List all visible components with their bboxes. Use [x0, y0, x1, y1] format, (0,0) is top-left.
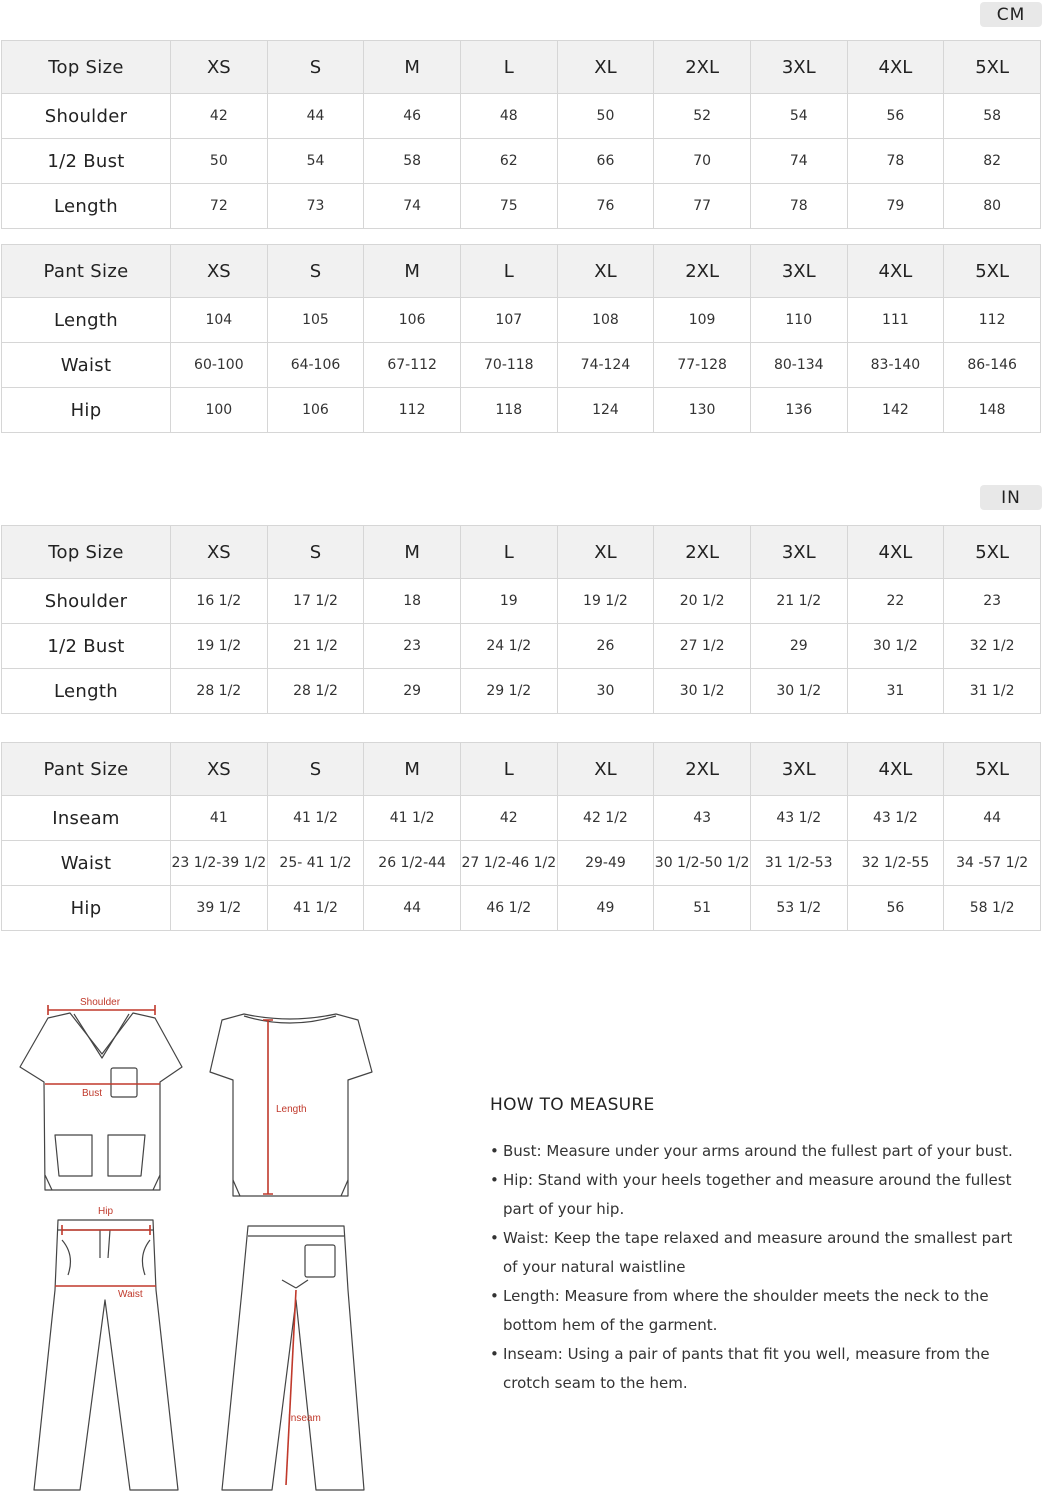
- row-label-cell: Length: [2, 669, 171, 714]
- measurement-cell: 64-106: [267, 343, 364, 388]
- row-label-cell: Length: [2, 184, 171, 229]
- measurement-cell: 107: [460, 298, 557, 343]
- size-header-cell: S: [267, 743, 364, 796]
- size-header-cell: 4XL: [847, 743, 944, 796]
- list-item: [490, 1282, 1030, 1340]
- size-header-cell: 5XL: [944, 245, 1041, 298]
- measurement-cell: 58: [944, 94, 1041, 139]
- measurement-cell: 30 1/2: [847, 624, 944, 669]
- measurement-cell: 74: [364, 184, 461, 229]
- measurement-cell: 32 1/2: [944, 624, 1041, 669]
- measurement-cell: 23: [944, 579, 1041, 624]
- measurement-cell: 30 1/2-50 1/2: [654, 841, 751, 886]
- row-label-cell: 1/2 Bust: [2, 624, 171, 669]
- measurement-cell: 62: [460, 139, 557, 184]
- size-header-cell: M: [364, 245, 461, 298]
- measurement-cell: 18: [364, 579, 461, 624]
- measurement-cell: 21 1/2: [750, 579, 847, 624]
- cm-pant-size-table: [1, 244, 1041, 433]
- measurement-cell: 78: [750, 184, 847, 229]
- measurement-cell: 83-140: [847, 343, 944, 388]
- table-header-row: [2, 41, 1041, 94]
- measurement-cell: 50: [557, 94, 654, 139]
- measure-instruction: Waist: Keep the tape relaxed and measure around the smallest part of your natural waistline: [503, 1229, 1013, 1276]
- unit-badge-cm: CM: [980, 2, 1042, 27]
- bullet-icon: •: [490, 1229, 499, 1247]
- how-to-measure-list: [490, 1137, 1030, 1398]
- measurement-cell: 23: [364, 624, 461, 669]
- table-body: [2, 526, 1041, 714]
- size-header-cell: 3XL: [750, 743, 847, 796]
- measurement-cell: 58: [364, 139, 461, 184]
- size-header-cell: L: [460, 245, 557, 298]
- measurement-cell: 44: [944, 796, 1041, 841]
- measurement-cell: 52: [654, 94, 751, 139]
- measurement-cell: 43: [654, 796, 751, 841]
- measurement-cell: 17 1/2: [267, 579, 364, 624]
- table-body: [2, 743, 1041, 931]
- size-header-cell: M: [364, 743, 461, 796]
- size-header-cell: L: [460, 526, 557, 579]
- size-header-cell: 3XL: [750, 245, 847, 298]
- measurement-cell: 46: [364, 94, 461, 139]
- measurement-cell: 130: [654, 388, 751, 433]
- measurement-cell: 56: [847, 886, 944, 931]
- measurement-cell: 77-128: [654, 343, 751, 388]
- measurement-cell: 44: [364, 886, 461, 931]
- measurement-cell: 70: [654, 139, 751, 184]
- measurement-cell: 16 1/2: [171, 579, 268, 624]
- measurement-cell: 111: [847, 298, 944, 343]
- hip-label: Hip: [98, 1206, 114, 1217]
- measurement-cell: 30 1/2: [750, 669, 847, 714]
- size-header-cell: 4XL: [847, 41, 944, 94]
- bullet-icon: •: [490, 1142, 499, 1160]
- size-header-cell: 5XL: [944, 526, 1041, 579]
- pants-front-icon: [34, 1220, 178, 1490]
- measurement-cell: 100: [171, 388, 268, 433]
- measurement-cell: 48: [460, 94, 557, 139]
- row-label-cell: 1/2 Bust: [2, 139, 171, 184]
- measurement-cell: 73: [267, 184, 364, 229]
- size-type-header: Pant Size: [2, 743, 171, 796]
- shoulder-label: Shoulder: [80, 997, 121, 1008]
- measurement-cell: 32 1/2-55: [847, 841, 944, 886]
- table-row: [2, 841, 1041, 886]
- measurement-cell: 72: [171, 184, 268, 229]
- measurement-cell: 80: [944, 184, 1041, 229]
- measurement-cell: 109: [654, 298, 751, 343]
- size-header-cell: S: [267, 245, 364, 298]
- size-header-cell: 3XL: [750, 41, 847, 94]
- size-header-cell: 2XL: [654, 245, 751, 298]
- measure-instruction: Inseam: Using a pair of pants that fit you well, measure from the crotch seam to the hem.: [503, 1345, 990, 1392]
- table-body: [2, 245, 1041, 433]
- row-label-cell: Waist: [2, 343, 171, 388]
- table-row: [2, 139, 1041, 184]
- measure-instruction: Length: Measure from where the shoulder meets the neck to the bottom hem of the garment.: [503, 1287, 989, 1334]
- measurement-cell: 53 1/2: [750, 886, 847, 931]
- size-header-cell: XS: [171, 41, 268, 94]
- waist-label: Waist: [118, 1289, 143, 1300]
- row-label-cell: Hip: [2, 388, 171, 433]
- measurement-cell: 27 1/2-46 1/2: [460, 841, 557, 886]
- size-header-cell: XS: [171, 743, 268, 796]
- scrub-top-front-icon: [20, 1013, 182, 1190]
- how-to-measure-title: HOW TO MEASURE: [490, 1095, 655, 1115]
- unit-badge-in: IN: [980, 485, 1042, 510]
- measurement-cell: 25- 41 1/2: [267, 841, 364, 886]
- row-label-cell: Shoulder: [2, 94, 171, 139]
- table-row: [2, 669, 1041, 714]
- measurement-cell: 74: [750, 139, 847, 184]
- list-item: [490, 1224, 1030, 1282]
- size-header-cell: XS: [171, 245, 268, 298]
- row-label-cell: Inseam: [2, 796, 171, 841]
- size-header-cell: 5XL: [944, 743, 1041, 796]
- table-row: [2, 343, 1041, 388]
- measurement-cell: 82: [944, 139, 1041, 184]
- size-type-header: Top Size: [2, 41, 171, 94]
- measurement-cell: 77: [654, 184, 751, 229]
- measurement-cell: 106: [364, 298, 461, 343]
- measurement-cell: 24 1/2: [460, 624, 557, 669]
- measurement-cell: 19 1/2: [171, 624, 268, 669]
- size-header-cell: XL: [557, 743, 654, 796]
- row-label-cell: Hip: [2, 886, 171, 931]
- measurement-cell: 41 1/2: [267, 886, 364, 931]
- size-header-cell: M: [364, 526, 461, 579]
- measurement-cell: 66: [557, 139, 654, 184]
- measurement-cell: 28 1/2: [267, 669, 364, 714]
- size-type-header: Pant Size: [2, 245, 171, 298]
- measurement-cell: 29 1/2: [460, 669, 557, 714]
- measure-instruction: Hip: Stand with your heels together and measure around the fullest part of your hip.: [503, 1171, 1012, 1218]
- inseam-measure-line: [286, 1290, 296, 1485]
- garment-diagram: [0, 990, 400, 1495]
- measurement-cell: 31 1/2: [944, 669, 1041, 714]
- inseam-label: Inseam: [288, 1413, 321, 1424]
- measurement-cell: 42: [171, 94, 268, 139]
- size-header-cell: S: [267, 526, 364, 579]
- measurement-cell: 39 1/2: [171, 886, 268, 931]
- measurement-cell: 41: [171, 796, 268, 841]
- measurement-cell: 31: [847, 669, 944, 714]
- measurement-cell: 74-124: [557, 343, 654, 388]
- measurement-cell: 23 1/2-39 1/2: [171, 841, 268, 886]
- cm-top-size-table: [1, 40, 1041, 229]
- size-header-cell: XL: [557, 526, 654, 579]
- size-header-cell: 2XL: [654, 743, 751, 796]
- table-row: [2, 94, 1041, 139]
- measurement-cell: 136: [750, 388, 847, 433]
- measurement-cell: 108: [557, 298, 654, 343]
- size-header-cell: L: [460, 41, 557, 94]
- table-row: [2, 579, 1041, 624]
- size-header-cell: XL: [557, 41, 654, 94]
- size-header-cell: 5XL: [944, 41, 1041, 94]
- size-header-cell: 4XL: [847, 245, 944, 298]
- measurement-cell: 29-49: [557, 841, 654, 886]
- measurement-cell: 51: [654, 886, 751, 931]
- measurement-cell: 54: [750, 94, 847, 139]
- size-header-cell: XL: [557, 245, 654, 298]
- table-header-row: [2, 743, 1041, 796]
- measurement-cell: 20 1/2: [654, 579, 751, 624]
- measurement-cell: 110: [750, 298, 847, 343]
- size-header-cell: 2XL: [654, 41, 751, 94]
- measurement-cell: 49: [557, 886, 654, 931]
- measurement-cell: 29: [364, 669, 461, 714]
- bullet-icon: •: [490, 1287, 499, 1305]
- measurement-cell: 58 1/2: [944, 886, 1041, 931]
- measure-instruction: Bust: Measure under your arms around the fullest part of your bust.: [503, 1142, 1013, 1160]
- length-label: Length: [276, 1104, 307, 1115]
- bullet-icon: •: [490, 1345, 499, 1363]
- list-item: [490, 1166, 1030, 1224]
- row-label-cell: Shoulder: [2, 579, 171, 624]
- measurement-cell: 112: [364, 388, 461, 433]
- measurement-cell: 28 1/2: [171, 669, 268, 714]
- measurement-cell: 41 1/2: [364, 796, 461, 841]
- measurement-cell: 76: [557, 184, 654, 229]
- table-row: [2, 184, 1041, 229]
- measurement-cell: 124: [557, 388, 654, 433]
- size-header-cell: XS: [171, 526, 268, 579]
- measurement-cell: 56: [847, 94, 944, 139]
- in-top-size-table: [1, 525, 1041, 714]
- measurement-cell: 22: [847, 579, 944, 624]
- measurement-cell: 30: [557, 669, 654, 714]
- table-row: [2, 624, 1041, 669]
- measurement-cell: 75: [460, 184, 557, 229]
- list-item: [490, 1340, 1030, 1398]
- measurement-cell: 105: [267, 298, 364, 343]
- table-row: [2, 388, 1041, 433]
- measurement-cell: 43 1/2: [847, 796, 944, 841]
- measurement-cell: 42 1/2: [557, 796, 654, 841]
- row-label-cell: Length: [2, 298, 171, 343]
- measurement-cell: 27 1/2: [654, 624, 751, 669]
- measurement-cell: 29: [750, 624, 847, 669]
- measurement-cell: 42: [460, 796, 557, 841]
- measurement-cell: 41 1/2: [267, 796, 364, 841]
- measurement-cell: 104: [171, 298, 268, 343]
- size-header-cell: L: [460, 743, 557, 796]
- measurement-cell: 34 -57 1/2: [944, 841, 1041, 886]
- measurement-cell: 54: [267, 139, 364, 184]
- size-type-header: Top Size: [2, 526, 171, 579]
- measurement-cell: 46 1/2: [460, 886, 557, 931]
- row-label-cell: Waist: [2, 841, 171, 886]
- table-row: [2, 796, 1041, 841]
- measurement-cell: 118: [460, 388, 557, 433]
- measurement-cell: 142: [847, 388, 944, 433]
- measurement-cell: 60-100: [171, 343, 268, 388]
- measurement-cell: 86-146: [944, 343, 1041, 388]
- measurement-cell: 79: [847, 184, 944, 229]
- size-header-cell: 3XL: [750, 526, 847, 579]
- measurement-cell: 112: [944, 298, 1041, 343]
- measurement-cell: 43 1/2: [750, 796, 847, 841]
- measurement-cell: 78: [847, 139, 944, 184]
- size-header-cell: S: [267, 41, 364, 94]
- measurement-cell: 19: [460, 579, 557, 624]
- size-header-cell: M: [364, 41, 461, 94]
- measurement-cell: 19 1/2: [557, 579, 654, 624]
- in-pant-size-table: [1, 742, 1041, 931]
- measurement-cell: 148: [944, 388, 1041, 433]
- size-header-cell: 4XL: [847, 526, 944, 579]
- table-row: [2, 886, 1041, 931]
- bullet-icon: •: [490, 1171, 499, 1189]
- measurement-cell: 67-112: [364, 343, 461, 388]
- measurement-cell: 70-118: [460, 343, 557, 388]
- size-header-cell: 2XL: [654, 526, 751, 579]
- list-item: [490, 1137, 1030, 1166]
- measurement-cell: 50: [171, 139, 268, 184]
- measurement-cell: 31 1/2-53: [750, 841, 847, 886]
- how-to-measure-section: [490, 1095, 1030, 1398]
- table-header-row: [2, 526, 1041, 579]
- measurement-cell: 80-134: [750, 343, 847, 388]
- table-header-row: [2, 245, 1041, 298]
- measurement-cell: 26 1/2-44: [364, 841, 461, 886]
- measurement-illustration: [0, 990, 400, 1495]
- measurement-cell: 21 1/2: [267, 624, 364, 669]
- table-row: [2, 298, 1041, 343]
- table-body: [2, 41, 1041, 229]
- measurement-cell: 30 1/2: [654, 669, 751, 714]
- measurement-cell: 106: [267, 388, 364, 433]
- bust-label: Bust: [82, 1088, 103, 1099]
- measurement-cell: 26: [557, 624, 654, 669]
- measurement-cell: 44: [267, 94, 364, 139]
